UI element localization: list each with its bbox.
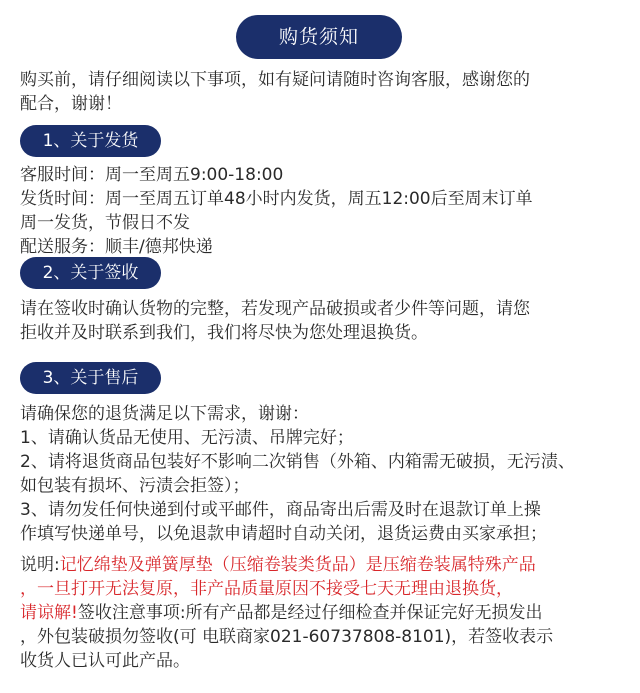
shipping-text <box>20 163 622 259</box>
note-text <box>20 553 622 673</box>
intro-line: 配合，谢谢！ <box>20 94 122 114</box>
section-heading-aftersales: 3、关于售后 <box>20 362 161 394</box>
aftersales-line: 作填写快递单号，以免退款申请超时自动关闭，退货运费由买家承担； <box>20 524 547 544</box>
shipping-line: 发货时间：周一至周五订单48小时内发货，周五12:00后至周末订单 <box>20 189 533 209</box>
note-line-5: 收货人已认可此产品。 <box>20 651 190 671</box>
section-heading-shipping: 1、关于发货 <box>20 125 161 157</box>
aftersales-line: 请确保您的退货满足以下需求，谢谢： <box>20 404 309 424</box>
aftersales-line: 1、请确认货品无使用、无污渍、吊牌完好； <box>20 428 354 448</box>
aftersales-text <box>20 402 622 546</box>
note-apology: 请谅解! <box>20 603 78 623</box>
aftersales-line: 如包装有损坏、污渍会拒签）； <box>20 476 250 496</box>
note-warning: 记忆绵垫及弹簧厚垫（压缩卷装类货品）是压缩卷装属特殊产品 <box>59 555 536 575</box>
note-line-4: ，外包装破损勿签收(可 电联商家021-60737808-8101)，若签收表示 <box>20 627 554 647</box>
note-line-2: ，一旦打开无法复原，非产品质量原因不接受七天无理由退换货， <box>20 579 513 599</box>
receipt-text <box>20 297 622 345</box>
aftersales-line: 2、请将退货商品包装好不影响二次销售（外箱、内箱需无破损，无污渍、 <box>20 452 575 472</box>
note-label: 说明: <box>20 555 60 575</box>
note-line-3 <box>20 601 622 625</box>
shipping-line: 客服时间：周一至周五9:00-18:00 <box>20 165 284 185</box>
note-receipt-notice: 签收注意事项:所有产品都是经过仔细检查并保证完好无损发出 <box>77 603 543 623</box>
page-title: 购货须知 <box>236 15 402 59</box>
shipping-line: 周一发货，节假日不发 <box>20 213 190 233</box>
intro-text <box>20 68 622 116</box>
shipping-line: 配送服务：顺丰/德邦快递 <box>20 237 213 257</box>
intro-line: 购买前，请仔细阅读以下事项，如有疑问请随时咨询客服，感谢您的 <box>20 70 530 90</box>
receipt-line: 请在签收时确认货物的完整，若发现产品破损或者少件等问题，请您 <box>20 299 530 319</box>
note-line-1 <box>20 553 622 577</box>
receipt-line: 拒收并及时联系到我们，我们将尽快为您处理退换货。 <box>20 323 428 343</box>
aftersales-line: 3、请勿发任何快递到付或平邮件，商品寄出后需及时在退款订单上操 <box>20 500 541 520</box>
section-heading-receipt: 2、关于签收 <box>20 257 161 289</box>
